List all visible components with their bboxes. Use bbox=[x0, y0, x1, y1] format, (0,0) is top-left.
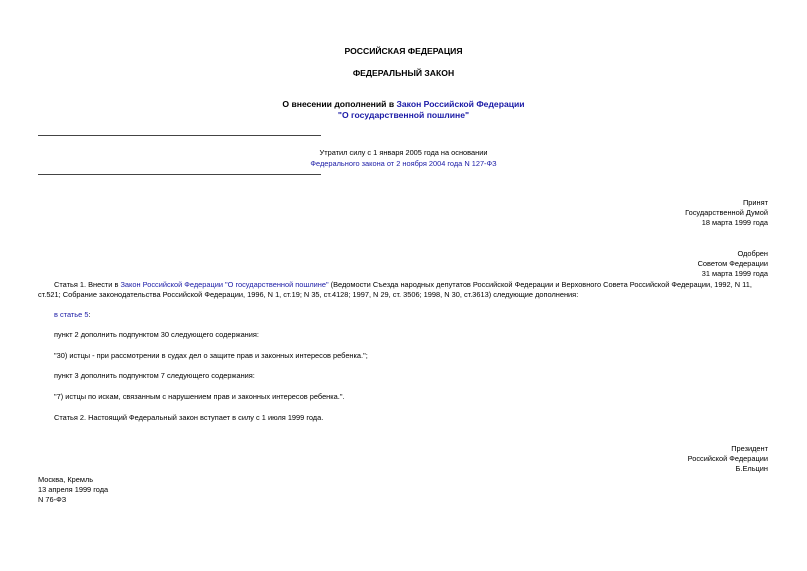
article-5-colon: : bbox=[88, 310, 91, 319]
approved-label: Одобрен bbox=[737, 249, 768, 258]
adopted-by: Государственной Думой bbox=[685, 208, 768, 217]
signature-title: Президент bbox=[731, 444, 768, 453]
item-subpoint-30: "30) истцы - при рассмотрении в судах дел о защите прав и законных интересов ребенка."; bbox=[54, 351, 368, 360]
article-1-rest: (Ведомости Съезда народных депутатов Российской Федерации и Верховного Совета Российской Федерации, 1992, N 11, ст.521; Собрание законодательства Российской Федерации, 1996, N 1, ст.19; N 35, ст.4128; 1997, N 29, ст. 3506; 1998, N 30, ст.3613) следующие дополнения: bbox=[38, 280, 752, 299]
notice-link[interactable]: Федерального закона от 2 ноября 2004 года N 127-ФЗ bbox=[310, 159, 497, 168]
item-article-5 bbox=[54, 310, 91, 320]
article-5-link[interactable]: в статье 5 bbox=[54, 310, 89, 319]
article-1-law-name[interactable]: "О государственной пошлине" bbox=[222, 280, 331, 289]
item-point-2: пункт 2 дополнить подпунктом 30 следующего содержания: bbox=[54, 330, 259, 339]
signature-org: Российской Федерации bbox=[687, 454, 768, 463]
item-subpoint-7: "7) истцы по искам, связанным с нарушением прав и законных интересов ребенка.". bbox=[54, 392, 345, 401]
law-title-prefix: О внесении дополнений в bbox=[282, 99, 397, 109]
signature-name: Б.Ельцин bbox=[735, 464, 768, 473]
article-1 bbox=[38, 280, 768, 300]
header-country: РОССИЙСКАЯ ФЕДЕРАЦИЯ bbox=[344, 46, 463, 56]
header-doc-type: ФЕДЕРАЛЬНЫЙ ЗАКОН bbox=[352, 68, 455, 78]
article-2: Статья 2. Настоящий Федеральный закон вступает в силу с 1 июля 1999 года. bbox=[54, 413, 324, 422]
divider-top bbox=[38, 135, 321, 136]
approved-date: 31 марта 1999 года bbox=[701, 269, 768, 278]
approved-by: Советом Федерации bbox=[697, 259, 768, 268]
law-title-link-2[interactable]: "О государственной пошлине" bbox=[337, 110, 470, 120]
law-title bbox=[0, 99, 807, 109]
adopted-label: Принят bbox=[742, 198, 768, 207]
law-title-link[interactable]: Закон Российской Федерации bbox=[396, 99, 525, 109]
adopted-date: 18 марта 1999 года bbox=[701, 218, 768, 227]
notice-text: Утратил силу с 1 января 2005 года на основании bbox=[319, 148, 488, 157]
law-number: N 76-ФЗ bbox=[38, 495, 67, 504]
divider-bottom bbox=[38, 174, 321, 175]
article-1-prefix: Статья 1. Внести в bbox=[54, 280, 121, 289]
place: Москва, Кремль bbox=[38, 475, 94, 484]
sign-date: 13 апреля 1999 года bbox=[38, 485, 109, 494]
item-point-3: пункт 3 дополнить подпунктом 7 следующего содержания: bbox=[54, 371, 255, 380]
article-1-law-link[interactable]: Закон Российской Федерации bbox=[120, 280, 223, 289]
